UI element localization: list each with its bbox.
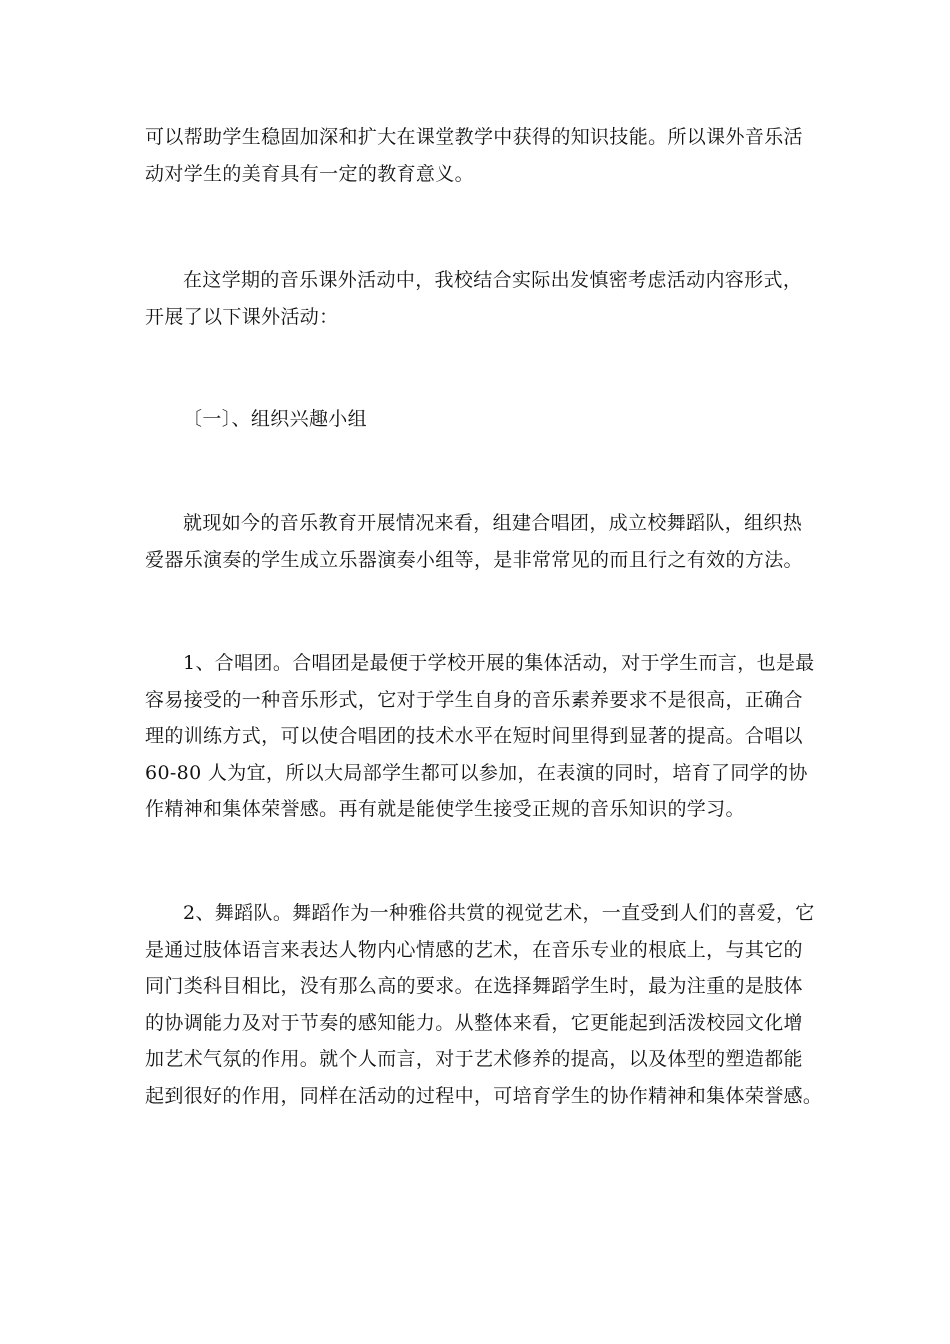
paragraph-line: 1、合唱团。合唱团是最便于学校开展的集体活动，对于学生而言，也是最: [183, 652, 815, 674]
paragraph-line: 动对学生的美育具有一定的教育意义。: [145, 162, 474, 185]
paragraph-line: 爱器乐演奏的学生成立乐器演奏小组等，是非常常见的而且行之有效的方法。: [145, 548, 803, 571]
paragraph-line: 60-80 人为宜，所以大局部学生都可以参加，在表演的同时，培育了同学的协: [145, 761, 808, 784]
paragraph-dance-team: [145, 895, 823, 1114]
paragraph-line: 在这学期的音乐课外活动中，我校结合实际出发慎密考虑活动内容形式，: [183, 269, 803, 291]
paragraph-line: 加艺术气氛的作用。就个人而言，对于艺术修养的提高，以及体型的塑造都能: [145, 1048, 803, 1070]
paragraph-line: 可以帮助学生稳固加深和扩大在课堂教学中获得的知识技能。所以课外音乐活: [145, 126, 803, 148]
paragraph-line: 理的训练方式，可以使合唱团的技术水平在短时间里得到显著的提高。合唱以: [145, 725, 803, 747]
paragraph-music-activity-significance: [145, 119, 810, 192]
section-heading-interest-groups: [145, 401, 810, 438]
paragraph-choir: [145, 645, 815, 828]
paragraph-line: 2、舞蹈队。舞蹈作为一种雅俗共赏的视觉艺术，一直受到人们的喜爱，它: [183, 902, 815, 924]
paragraph-line: 开展了以下课外活动：: [145, 305, 339, 328]
paragraph-line: 就现如今的音乐教育开展情况来看，组建合唱团，成立校舞蹈队，组织热: [183, 512, 803, 534]
paragraph-line: 容易接受的一种音乐形式，它对于学生自身的音乐素养要求不是很高，正确合: [145, 688, 803, 711]
paragraph-group-methods: [145, 505, 810, 578]
paragraph-semester-activities-intro: [145, 262, 810, 335]
paragraph-line: 的协调能力及对于节奏的感知能力。从整体来看，它更能起到活泼校园文化增: [145, 1011, 803, 1034]
section-heading-text: 〔一〕、组织兴趣小组: [183, 408, 368, 430]
paragraph-line: 同门类科目相比，没有那么高的要求。在选择舞蹈学生时，最为注重的是肢体: [145, 975, 803, 997]
paragraph-line: 起到很好的作用，同样在活动的过程中，可培育学生的协作精神和集体荣誉感。: [145, 1084, 823, 1107]
paragraph-line: 是通过肢体语言来表达人物内心情感的艺术，在音乐专业的根底上，与其它的: [145, 938, 803, 961]
paragraph-line: 作精神和集体荣誉感。再有就是能使学生接受正规的音乐知识的学习。: [145, 798, 745, 820]
